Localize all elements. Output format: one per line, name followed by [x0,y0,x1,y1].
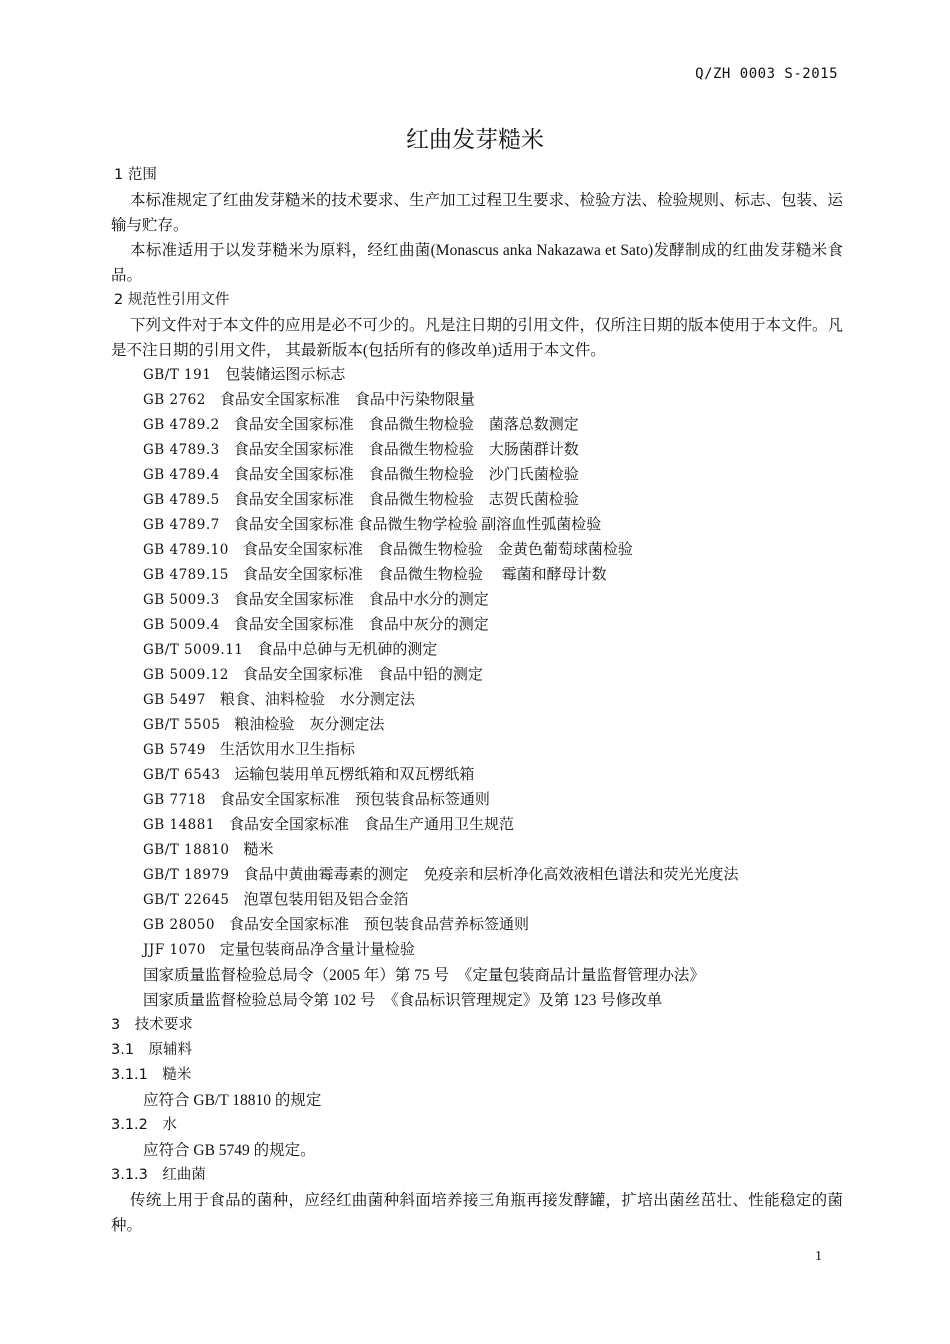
reference-code: GB 7718 [143,792,206,808]
reference-code: JJF 1070 [143,942,206,958]
reference-title: 食品安全国家标准 食品生产通用卫生规范 [228,817,514,833]
reference-code: GB/T 5505 [143,717,221,733]
reference-code: GB 14881 [143,817,215,833]
reference-list [111,363,843,1013]
page-number: 1 [815,1249,822,1264]
reference-item [111,938,843,963]
reference-item [111,488,843,513]
reference-code: GB 4789.15 [143,567,229,583]
reference-code: GB 2762 [143,392,206,408]
reference-item [111,738,843,763]
document-body [111,163,843,1238]
reference-code: GB 5009.3 [143,592,220,608]
reference-title: 食品安全国家标准 食品微生物检验 金黄色葡萄球菌检验 [242,542,633,558]
reference-item [111,438,843,463]
monascus-requirement: 传统上用于食品的菌种，应经红曲菌种斜面培养接三角瓶再接发酵罐，扩培出菌丝茁壮、性能稳定的菌种。 [111,1192,843,1234]
reference-title: 粮食、油料检验 水分测定法 [219,692,415,708]
scope-paragraph-1: 本标准规定了红曲发芽糙米的技术要求、生产加工过程卫生要求、检验方法、检验规则、标志、包装、运输与贮存。 [111,192,844,234]
reference-item [111,463,843,488]
reference-title: 食品安全国家标准 预包装食品标签通则 [219,792,490,808]
reference-item [111,613,843,638]
references-intro: 下列文件对于本文件的应用是必不可少的。凡是注日期的引用文件，仅所注日期的版本使用于本文件。凡是不注日期的引用文件， 其最新版本(包括所有的修改单)适用于本文件。 [111,317,844,359]
reference-item [111,538,843,563]
reference-item [111,713,843,738]
reference-title: 食品安全国家标准 食品中污染物限量 [219,392,475,408]
reference-title: 食品安全国家标准 食品中水分的测定 [233,592,489,608]
standard-code: Q/ZH 0003 S-2015 [695,66,838,82]
reference-code: GB 5497 [143,692,206,708]
reference-title: 食品安全国家标准 食品中灰分的测定 [233,617,489,633]
reference-item [111,388,843,413]
reference-code: GB 5009.4 [143,617,220,633]
reference-code: GB/T 18810 [143,842,230,858]
reference-code: GB/T 18979 [143,867,230,883]
reference-code: GB 4789.7 [143,517,220,533]
brown-rice-requirement: 应符合 GB/T 18810 的规定 [143,1092,322,1109]
reference-item [111,913,843,938]
reference-title: 运输包装用单瓦楞纸箱和双瓦楞纸箱 [234,767,475,783]
section-heading-technical-requirements: 3 技术要求 [111,1017,193,1033]
subsection-heading-brown-rice: 3.1.1 糙米 [111,1067,192,1083]
subsection-heading-raw-materials: 3.1 原辅料 [111,1042,193,1058]
reference-code: GB 4789.5 [143,492,220,508]
reference-code: GB 5749 [143,742,206,758]
reference-code: GB 28050 [143,917,215,933]
section-heading-scope: 1 范围 [114,167,157,183]
reference-title: 包装储运图示标志 [225,367,346,383]
reference-title: 定量包装商品净含量计量检验 [219,942,415,958]
reference-title: 食品中总砷与无机砷的测定 [257,642,438,658]
reference-code: GB 5009.12 [143,667,229,683]
reference-item [111,838,843,863]
reference-title: 生活饮用水卫生指标 [219,742,355,758]
reference-title: 糙米 [243,842,274,858]
reference-item [111,688,843,713]
reference-title: 粮油检验 灰分测定法 [234,717,385,733]
subsection-heading-monascus: 3.1.3 红曲菌 [111,1167,206,1183]
reference-item [111,863,843,888]
reference-code: GB/T 6543 [143,767,221,783]
reference-title: 食品安全国家标准 食品微生物检验 霉菌和酵母计数 [242,567,607,583]
reference-item [111,763,843,788]
subsection-heading-water: 3.1.2 水 [111,1117,177,1133]
reference-title: 食品安全国家标准 食品中铅的测定 [242,667,483,683]
water-requirement: 应符合 GB 5749 的规定。 [143,1142,316,1159]
reference-item [111,363,843,388]
reference-item [111,813,843,838]
reference-title: 食品安全国家标准 食品微生物检验 沙门氏菌检验 [233,467,579,483]
reference-item [111,638,843,663]
reference-title: 食品安全国家标准 食品微生物检验 志贺氏菌检验 [233,492,579,508]
reference-item [111,588,843,613]
reference-decree-102: 国家质量监督检验总局令第 102 号 《食品标识管理规定》及第 123 号修改单 [143,992,663,1009]
section-heading-references: 2 规范性引用文件 [114,292,230,308]
reference-decree-75: 国家质量监督检验总局令（2005 年）第 75 号 《定量包装商品计量监督管理办法》 [143,967,705,984]
reference-item [111,888,843,913]
reference-code: GB/T 5009.11 [143,642,244,658]
reference-item [111,663,843,688]
reference-code: GB/T 22645 [143,892,230,908]
reference-code: GB 4789.4 [143,467,220,483]
reference-item [111,563,843,588]
document-title: 红曲发芽糙米 [406,127,544,153]
reference-title: 食品安全国家标准 预包装食品营养标签通则 [228,917,529,933]
reference-title: 泡罩包装用铝及铝合金箔 [243,892,409,908]
reference-item [111,513,843,538]
reference-code: GB 4789.10 [143,542,229,558]
reference-title: 食品中黄曲霉毒素的测定 免疫亲和层析净化高效液相色谱法和荧光光度法 [243,867,739,883]
reference-item [111,788,843,813]
reference-item [111,413,843,438]
reference-title: 食品安全国家标准 食品微生物检验 菌落总数测定 [233,417,579,433]
scope-paragraph-2: 本标准适用于以发芽糙米为原料，经红曲菌(Monascus anka Nakazawa et Sato)发酵制成的红曲发芽糙米食品。 [111,242,843,284]
reference-code: GB 4789.3 [143,442,220,458]
reference-title: 食品安全国家标准 食品微生物检验 大肠菌群计数 [233,442,579,458]
reference-title: 食品安全国家标准 食品微生物学检验 副溶血性弧菌检验 [233,517,602,533]
reference-code: GB 4789.2 [143,417,220,433]
reference-code: GB/T 191 [143,367,212,383]
